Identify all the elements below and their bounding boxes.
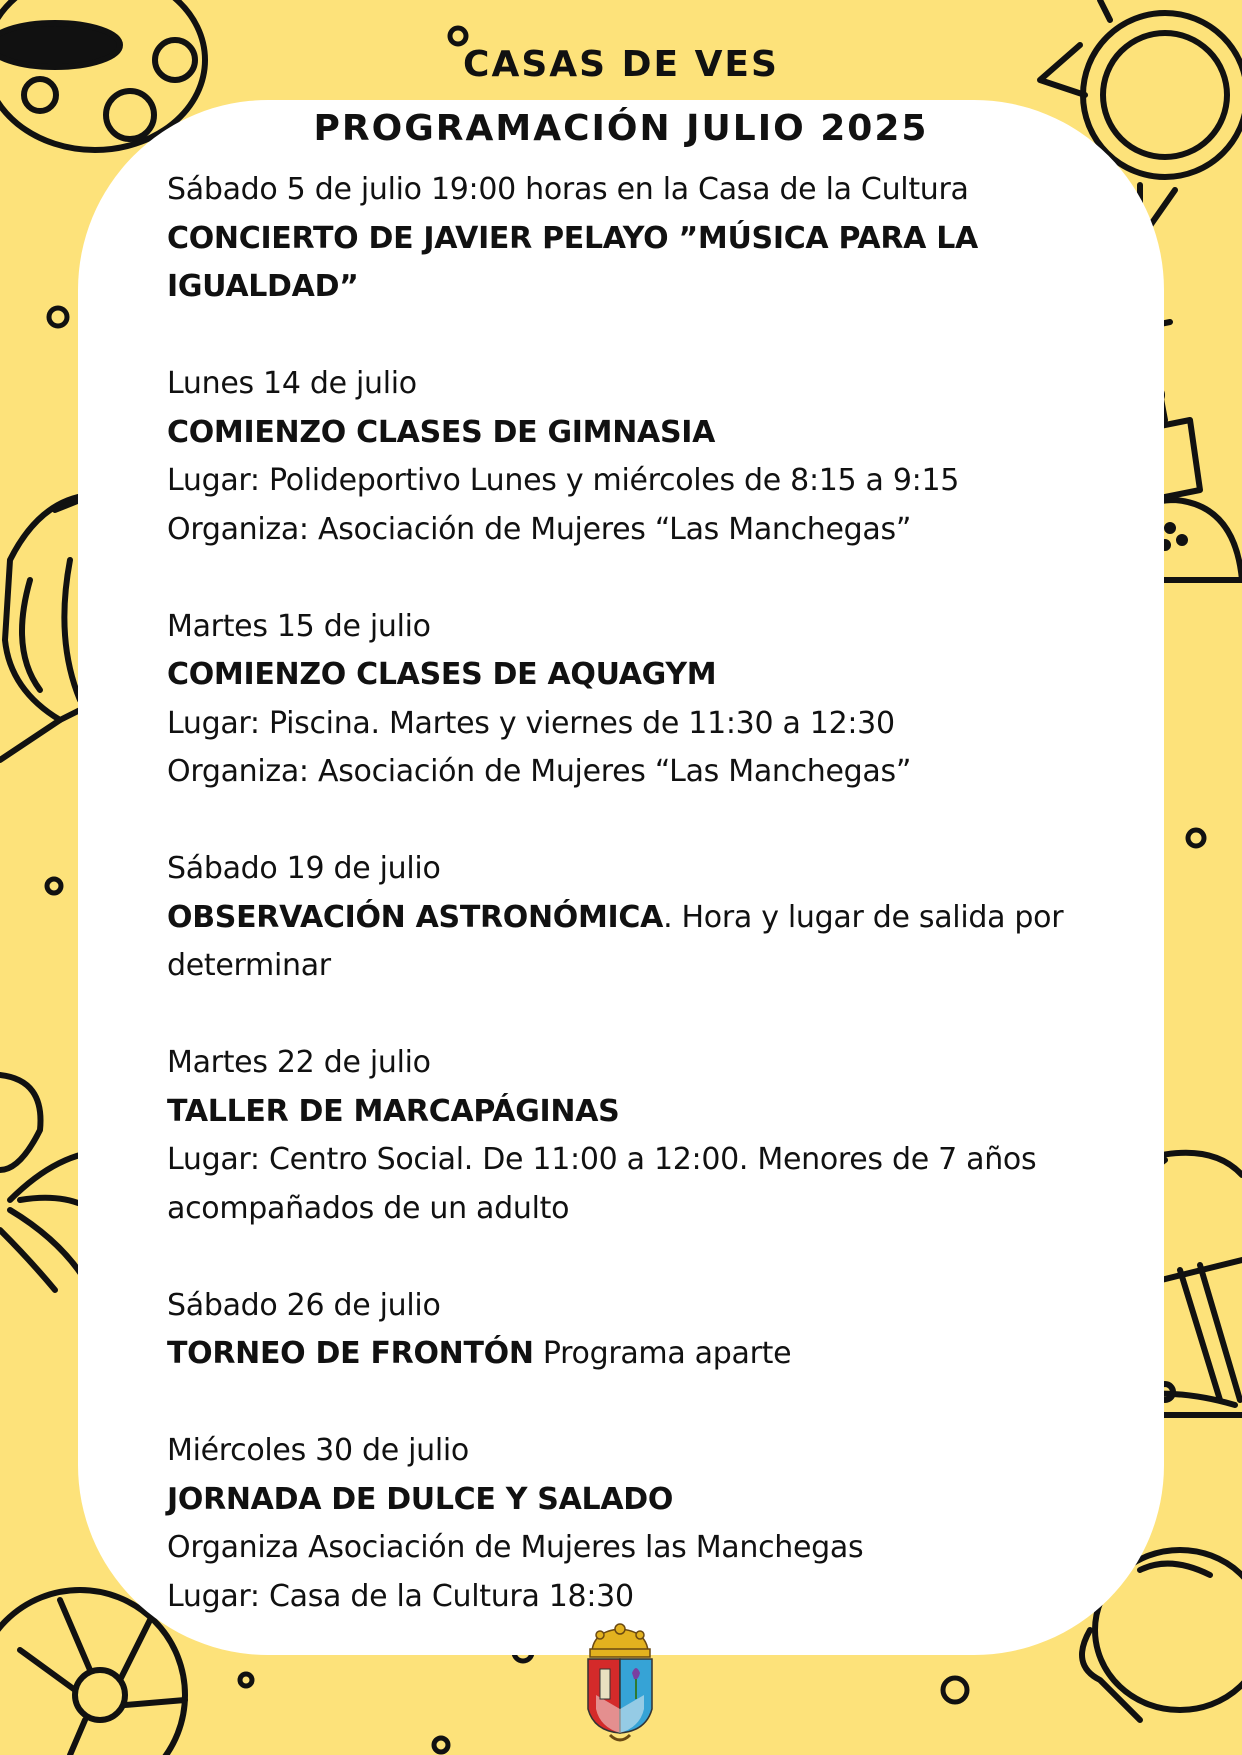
event-date: Sábado 5 de julio 19:00 horas en la Casa de la Cultura — [167, 172, 969, 207]
event-title-suffix: . Hora y lugar de salida por determinar — [167, 899, 1064, 983]
event-date: Martes 22 de julio — [167, 1045, 431, 1080]
event-title: COMIENZO CLASES DE GIMNASIA — [167, 414, 716, 450]
event-detail: Lugar: Casa de la Cultura 18:30 — [167, 1578, 634, 1614]
page-subtitle: PROGRAMACIÓN JULIO 2025 — [313, 108, 929, 149]
page-title: CASAS DE VES — [463, 44, 779, 85]
event-detail: Organiza: Asociación de Mujeres “Las Manchegas” — [167, 754, 912, 789]
event-detail: Lugar: Piscina. Martes y viernes de 11:30 a 12:30 — [167, 705, 895, 741]
event-title: TALLER DE MARCAPÁGINAS — [167, 1093, 620, 1129]
event-item — [167, 1427, 1157, 1621]
event-title: COMIENZO CLASES DE AQUAGYM — [167, 657, 717, 692]
coat-of-arms-icon — [580, 1623, 660, 1749]
event-item — [167, 1282, 1157, 1379]
event-detail: Lugar: Polideportivo Lunes y miércoles de 8:15 a 9:15 — [167, 463, 960, 498]
event-title: TORNEO DE FRONTÓN — [167, 1336, 534, 1371]
event-title: JORNADA DE DULCE Y SALADO — [167, 1481, 674, 1517]
event-title: CONCIERTO DE JAVIER PELAYO ”MÚSICA PARA LA IGUALDAD” — [167, 220, 978, 304]
event-date: Lunes 14 de julio — [167, 366, 417, 401]
event-item — [167, 1039, 1157, 1233]
event-detail: Lugar: Centro Social. De 11:00 a 12:00. Menores de 7 años acompañados de un adulto — [167, 1142, 1037, 1226]
event-item — [167, 360, 1157, 554]
event-item — [167, 166, 1157, 312]
event-item — [167, 845, 1157, 991]
event-title: OBSERVACIÓN ASTRONÓMICA — [167, 899, 664, 935]
event-list — [167, 166, 1157, 1670]
event-item — [167, 603, 1157, 797]
event-date: Miércoles 30 de julio — [167, 1433, 469, 1468]
event-title-suffix: Programa aparte — [533, 1336, 792, 1371]
event-detail: Organiza Asociación de Mujeres las Manchegas — [167, 1530, 864, 1565]
event-detail: Organiza: Asociación de Mujeres “Las Manchegas” — [167, 511, 912, 547]
event-date: Sábado 26 de julio — [167, 1287, 441, 1323]
event-date: Martes 15 de julio — [167, 608, 431, 644]
event-date: Sábado 19 de julio — [167, 851, 441, 886]
